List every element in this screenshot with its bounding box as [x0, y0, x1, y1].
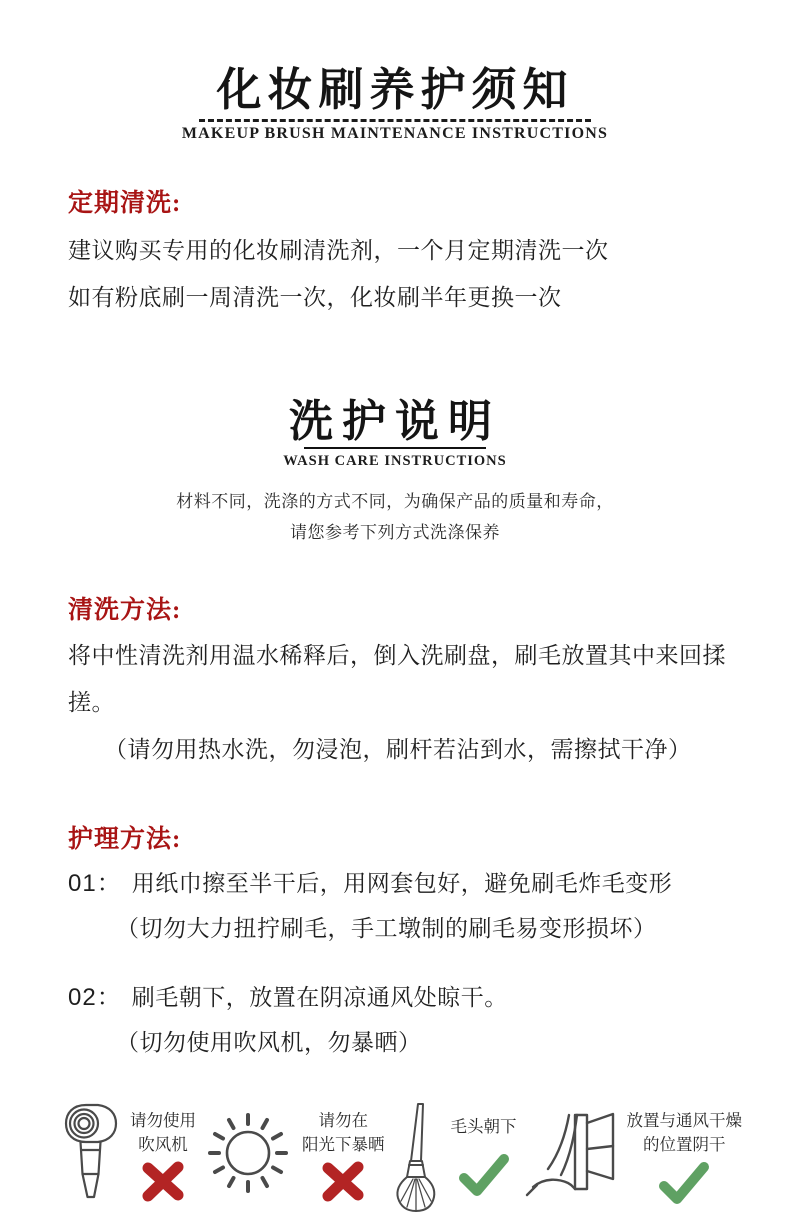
hair-dryer-icon — [62, 1101, 120, 1213]
cleaning-method-line: 将中性清洗剂用温水稀释后，倒入洗刷盘，刷毛放置其中来回揉搓。 — [68, 642, 726, 716]
check-mark-icon — [458, 1153, 510, 1197]
no-hair-dryer-label-line-2: 吹风机 — [138, 1136, 188, 1155]
icon-col-no-sunlight — [302, 1109, 385, 1201]
icon-group-ventilated-dry — [525, 1101, 743, 1205]
no-sunlight-label-line-1: 请勿在 — [318, 1112, 368, 1131]
wash-care-note-2: 请您参考下列方式洗涤保养 — [290, 523, 500, 543]
regular-cleaning-heading: 定期清洗: — [68, 189, 182, 217]
care-method-heading: 护理方法: — [68, 826, 182, 854]
care-step-01-text: 用纸巾擦至半干后，用网套包好，避免刷毛炸毛变形 — [131, 870, 673, 897]
wash-care-subtitle: WASH CARE INSTRUCTIONS — [283, 453, 507, 470]
care-step-02-main — [68, 975, 770, 1020]
section-wash-care — [0, 397, 790, 549]
title-dashed-divider — [199, 119, 591, 122]
page-subtitle: MAKEUP BRUSH MAINTENANCE INSTRUCTIONS — [181, 124, 609, 142]
regular-cleaning-line-2: 如有粉底刷一周清洗一次，化妆刷半年更换一次 — [68, 283, 562, 310]
care-step-01-main — [68, 861, 770, 906]
section-cleaning-method — [68, 590, 770, 773]
icon-col-no-hair-dryer — [130, 1109, 196, 1201]
ventilated-dry-label-line-2: 的位置阴干 — [643, 1136, 726, 1155]
section-regular-cleaning — [68, 183, 770, 321]
wash-care-notes — [0, 486, 790, 548]
care-step-01-number: 01： — [68, 870, 122, 898]
window-icon — [525, 1107, 617, 1199]
care-step-01 — [68, 861, 770, 951]
cross-mark-icon — [140, 1161, 186, 1201]
no-sunlight-label-line-2: 阳光下暴晒 — [302, 1136, 385, 1155]
cross-mark-icon — [320, 1161, 366, 1201]
wash-care-note-1: 材料不同，洗涤的方式不同，为确保产品的质量和寿命， — [176, 492, 614, 512]
brush-icon — [393, 1101, 441, 1215]
wash-care-title: 洗护说明 — [289, 396, 501, 446]
bristles-down-label: 毛头朝下 — [450, 1118, 517, 1137]
main-header — [0, 0, 790, 143]
page-title: 化妆刷养护须知 — [216, 65, 574, 115]
icon-group-no-hair-dryer — [62, 1101, 196, 1213]
icon-group-no-sunlight — [204, 1101, 385, 1201]
icon-col-ventilated-dry — [627, 1109, 743, 1205]
section-care-method — [68, 819, 770, 1065]
check-mark-icon — [658, 1161, 710, 1205]
regular-cleaning-line-1: 建议购买专用的化妆刷清洗剂，一个月定期清洗一次 — [68, 236, 609, 263]
sun-icon — [204, 1109, 292, 1197]
care-step-02-text: 刷毛朝下，放置在阴凉通风处晾干。 — [131, 984, 508, 1011]
wash-care-underline — [304, 447, 486, 449]
cleaning-method-heading: 清洗方法: — [68, 597, 182, 625]
icons-row — [62, 1101, 742, 1215]
care-step-02-note: （切勿使用吹风机，勿暴晒） — [116, 1029, 422, 1056]
care-step-02 — [68, 975, 770, 1065]
icon-col-bristles-down — [451, 1115, 517, 1197]
icon-group-bristles-down — [393, 1101, 517, 1215]
ventilated-dry-label-line-1: 放置与通风干燥 — [626, 1112, 742, 1131]
no-hair-dryer-label-line-1: 请勿使用 — [130, 1112, 196, 1131]
care-step-02-number: 02： — [68, 984, 122, 1012]
cleaning-method-note: （请勿用热水洗，勿浸泡，刷杆若沾到水，需擦拭干净） — [104, 736, 692, 763]
care-step-01-note: （切勿大力扭拧刷毛，手工墩制的刷毛易变形损坏） — [116, 915, 657, 942]
